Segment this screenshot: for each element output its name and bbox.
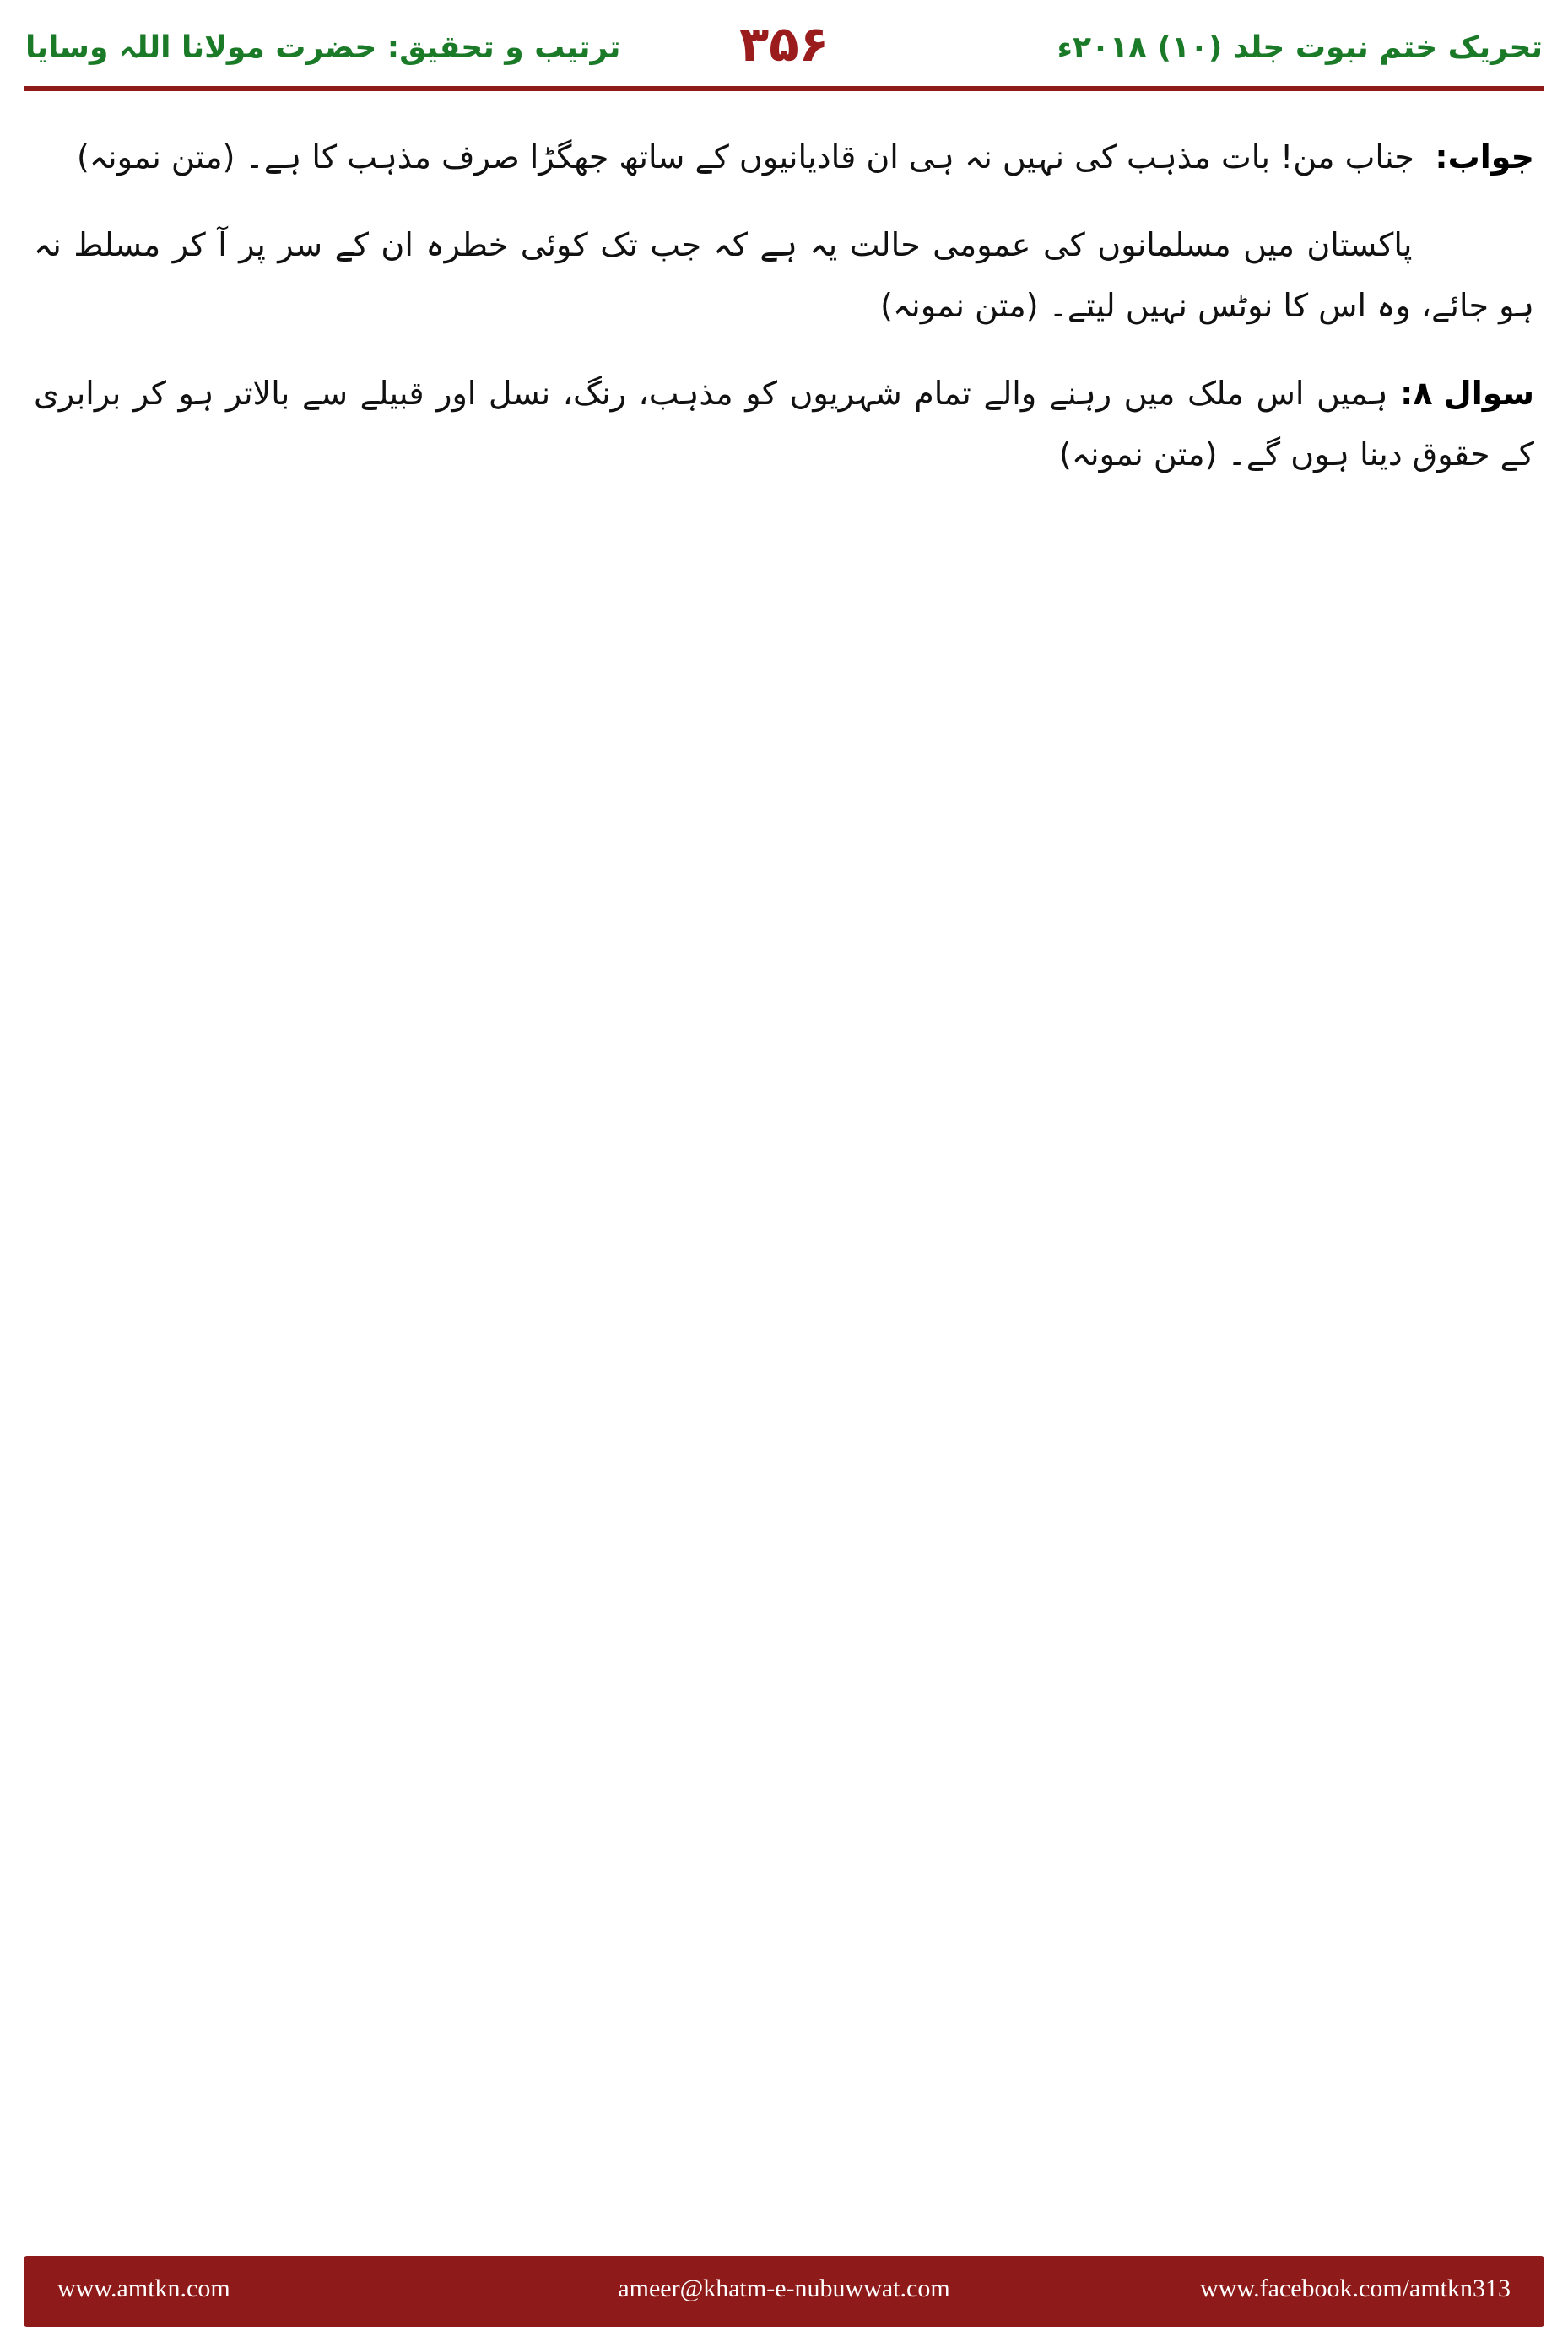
page-footer (24, 2256, 1544, 2327)
paragraph-text: جناب من! بات مذہب کی نہیں نہ ہی ان قادیانیوں کے ساتھ جھگڑا صرف مذہب کا ہے۔ (متن نمونہ) (76, 138, 1414, 176)
footer-email-link[interactable]: ameer@khatm-e-nubuwwat.com (618, 2274, 950, 2302)
header-right-title: تحریک ختم نبوت جلد (۱۰) ۲۰۱۸ء (1057, 30, 1543, 65)
paragraph-label: سوال ۸: (1400, 375, 1534, 412)
footer-website-link[interactable]: www.amtkn.com (57, 2274, 230, 2302)
footer-facebook-link[interactable]: www.facebook.com/amtkn313 (1200, 2274, 1511, 2302)
paragraph (34, 127, 1534, 187)
page-number: ۳۵۶ (738, 15, 830, 73)
paragraph-text: پاکستان میں مسلمانوں کی عمومی حالت یہ ہے کہ جب تک کوئی خطرہ ان کے سر پر آ کر مسلط نہ ہو جائے، وہ اس کا نوٹس نہیں لیتے۔ (متن نمونہ) (34, 226, 1534, 324)
paragraph-text: ہمیں اس ملک میں رہنے والے تمام شہریوں کو مذہب، رنگ، نسل اور قبیلے سے بالاتر ہو کر برابری کے حقوق دینا ہوں گے۔ (متن نمونہ) (34, 375, 1534, 473)
header-left-title: ترتیب و تحقیق: حضرت مولانا اللہ وسایا (25, 30, 621, 65)
page-header (0, 0, 1568, 93)
header-divider (24, 86, 1544, 91)
document-content (34, 127, 1534, 2224)
paragraph (34, 363, 1534, 484)
paragraph (34, 214, 1534, 336)
paragraph-label: جواب: (1435, 138, 1534, 176)
